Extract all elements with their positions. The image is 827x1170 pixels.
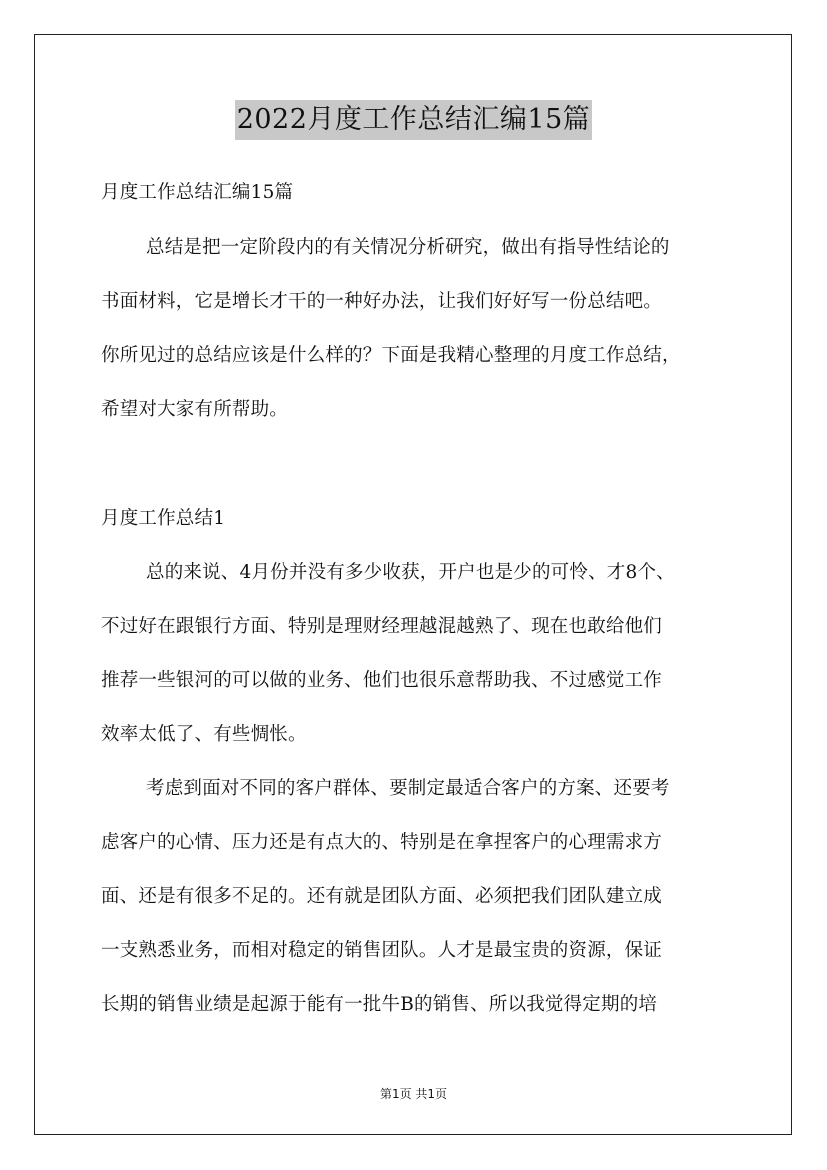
para2-line-5: 长期的销售业绩是起源于能有一批牛B的销售、所以我觉得定期的培: [101, 994, 658, 1015]
document-subtitle: 月度工作总结汇编15篇: [101, 182, 294, 203]
para1-line-4: 效率太低了、有些惆怅。: [101, 724, 307, 745]
para2-line-3: 面、还是有很多不足的。还有就是团队方面、必须把我们团队建立成: [101, 886, 663, 907]
intro-line-1: 总结是把一定阶段内的有关情况分析研究，做出有指导性结论的: [146, 237, 670, 258]
para2-line-4: 一支熟悉业务，而相对稳定的销售团队。人才是最宝贵的资源，保证: [101, 940, 663, 961]
para2-line-2: 虑客户的心情、压力还是有点大的、特别是在拿捏客户的心理需求方: [101, 832, 663, 853]
para1-line-1: 总的来说、4月份并没有多少收获，开户也是少的可怜、才8个、: [146, 562, 675, 583]
document-title: 2022月度工作总结汇编15篇: [235, 100, 593, 140]
intro-line-2: 书面材料，它是增长才干的一种好办法，让我们好好写一份总结吧。: [101, 291, 663, 312]
page-footer: 第1页 共1页: [379, 1087, 448, 1101]
section-heading-1: 月度工作总结1: [101, 508, 226, 529]
para1-line-3: 推荐一些银河的可以做的业务、他们也很乐意帮助我、不过感觉工作: [101, 670, 663, 691]
para1-line-2: 不过好在跟银行方面、特别是理财经理越混越熟了、现在也敢给他们: [101, 616, 663, 637]
para2-line-1: 考虑到面对不同的客户群体、要制定最适合客户的方案、还要考: [146, 778, 670, 799]
intro-line-3: 你所见过的总结应该是什么样的？下面是我精心整理的月度工作总结，: [101, 345, 681, 366]
title-container: [0, 100, 827, 140]
intro-line-4: 希望对大家有所帮助。: [101, 399, 289, 420]
